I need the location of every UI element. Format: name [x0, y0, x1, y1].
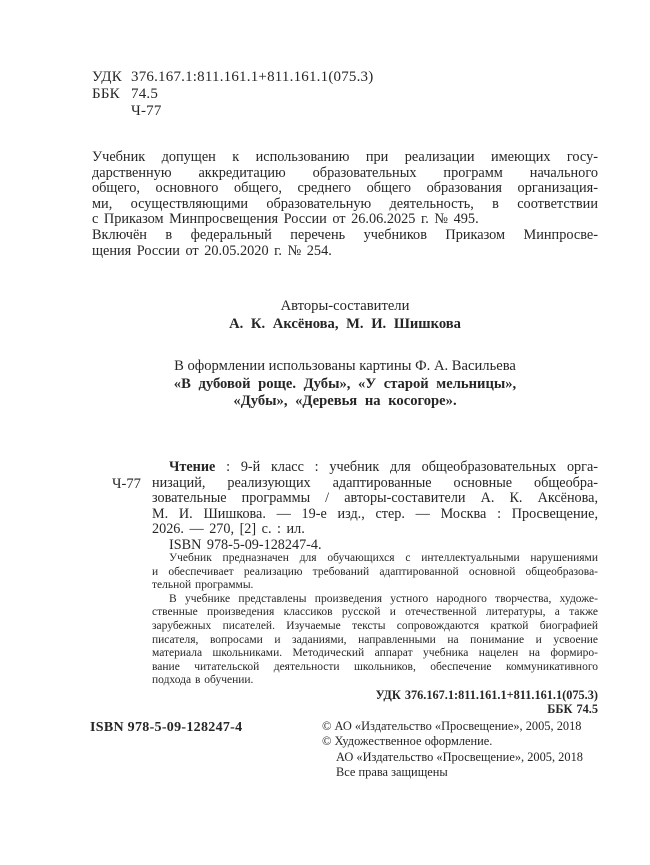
artwork-credit-block	[92, 358, 598, 411]
copyright-line-artwork: © Художественное оформление.	[322, 734, 493, 749]
admission-notice	[92, 150, 598, 259]
udk-value: 376.167.1:811.161.1+811.161.1(075.3)	[131, 69, 374, 85]
artwork-credit-titles-1: «В дубовой роще. Дубы», «У старой мельницы»,	[173, 375, 517, 392]
catalog-card-continuation	[152, 476, 598, 538]
text-line: писателя, вопросами и заданиями, направленными на понимание и усвоение	[152, 633, 598, 646]
text-line: низаций, реализующих адаптированные основные общеобра-	[152, 474, 598, 491]
text-line: Включён в федеральный перечень учебников Приказом Минпросве-	[92, 226, 598, 243]
artwork-credit-titles-2: «Дубы», «Деревья на косогоре».	[233, 393, 457, 410]
bibliographic-codes-bottom	[152, 688, 598, 716]
udk-label: УДК	[92, 69, 122, 85]
bbk-bottom: ББК 74.5	[547, 702, 598, 717]
copyright-line-rights: Все права защищены	[336, 765, 448, 780]
author-sign-row	[92, 103, 373, 120]
text-line: зарубежных писателей. Изучаемые тексты сопровождаются краткой биографией	[152, 619, 598, 632]
bibliographic-codes-top	[92, 69, 373, 120]
author-sign-spacer	[92, 103, 131, 120]
text-line: общего, основного общего, среднего общего образования организация-	[92, 180, 598, 197]
text-line: 2026. — 270, [2] с. : ил.	[152, 521, 305, 538]
artwork-credit-intro: В оформлении использованы картины Ф. А. Васильева	[174, 358, 516, 374]
text-line: подхода в обучении.	[152, 674, 254, 687]
text-line: В учебнике представлены произведения устного народного творчества, художе-	[169, 592, 598, 605]
annotation-paragraph-2	[152, 593, 598, 688]
text-line: зовательные программы / авторы-составители А. К. Аксёнова,	[152, 490, 598, 507]
authors-names: А. К. Аксёнова, М. И. Шишкова	[229, 315, 461, 332]
text-line: вание читательской деятельности школьников, обеспечение коммуникативного	[152, 660, 598, 673]
bbk-row	[92, 86, 373, 103]
text-line: ми, осуществляющими образовательную деятельность, в соответствии	[92, 195, 598, 212]
authors-block	[92, 298, 598, 333]
text-line: М. И. Шишкова. — 19-е изд., стер. — Москва : Просвещение,	[152, 505, 598, 522]
text-line: Учебник допущен к использованию при реализации имеющих госу-	[92, 149, 598, 165]
catalog-card-first-line	[152, 460, 598, 476]
footer-isbn: ISBN 978-5-09-128247-4	[90, 720, 243, 735]
text-line: дарственную аккредитацию образовательных программ начального	[92, 164, 598, 181]
catalog-card-title: Чтение	[169, 459, 216, 475]
admission-paragraph-1	[92, 150, 598, 228]
copyright-line-publisher: © АО «Издательство «Просвещение», 2005, 2018	[322, 719, 582, 733]
copyright-block	[322, 719, 583, 781]
copyright-line-publisher-2: АО «Издательство «Просвещение», 2005, 2018	[336, 749, 583, 764]
author-sign: Ч-77	[131, 103, 162, 119]
text-line: материала школьниками. Методический аппарат учебника нацелен на формиро-	[152, 647, 598, 660]
text-line: тельной программы.	[152, 579, 254, 592]
authors-heading: Авторы-составители	[280, 298, 410, 314]
catalog-card-first-line-rest: : 9-й класс : учебник для общеобразовательных орга-	[215, 459, 598, 475]
text-line: ственные произведения классиков русской и отечественной литературы, а также	[152, 606, 598, 619]
udk-row	[92, 69, 373, 86]
text-line: и обеспечивает реализацию требований адаптированной основной общеобразова-	[152, 565, 598, 578]
catalog-card-author-sign: Ч-77	[112, 476, 141, 492]
catalog-card	[152, 460, 598, 554]
admission-paragraph-2	[92, 228, 598, 259]
text-line: щения России от 20.05.2020 г. № 254.	[92, 242, 332, 259]
catalog-card-isbn: ISBN 978-5-09-128247-4.	[169, 536, 322, 553]
annotation-paragraph-1	[152, 552, 598, 593]
udk-bottom: УДК 376.167.1:811.161.1+811.161.1(075.3)	[375, 687, 598, 702]
bbk-label: ББК	[92, 86, 120, 102]
bbk-value: 74.5	[131, 86, 159, 102]
text-line: Учебник предназначен для обучающихся с интеллектуальными нарушениями	[169, 552, 598, 564]
annotation-block	[152, 552, 598, 716]
text-line: с Приказом Минпросвещения России от 26.06.2025 г. № 495.	[92, 211, 479, 228]
